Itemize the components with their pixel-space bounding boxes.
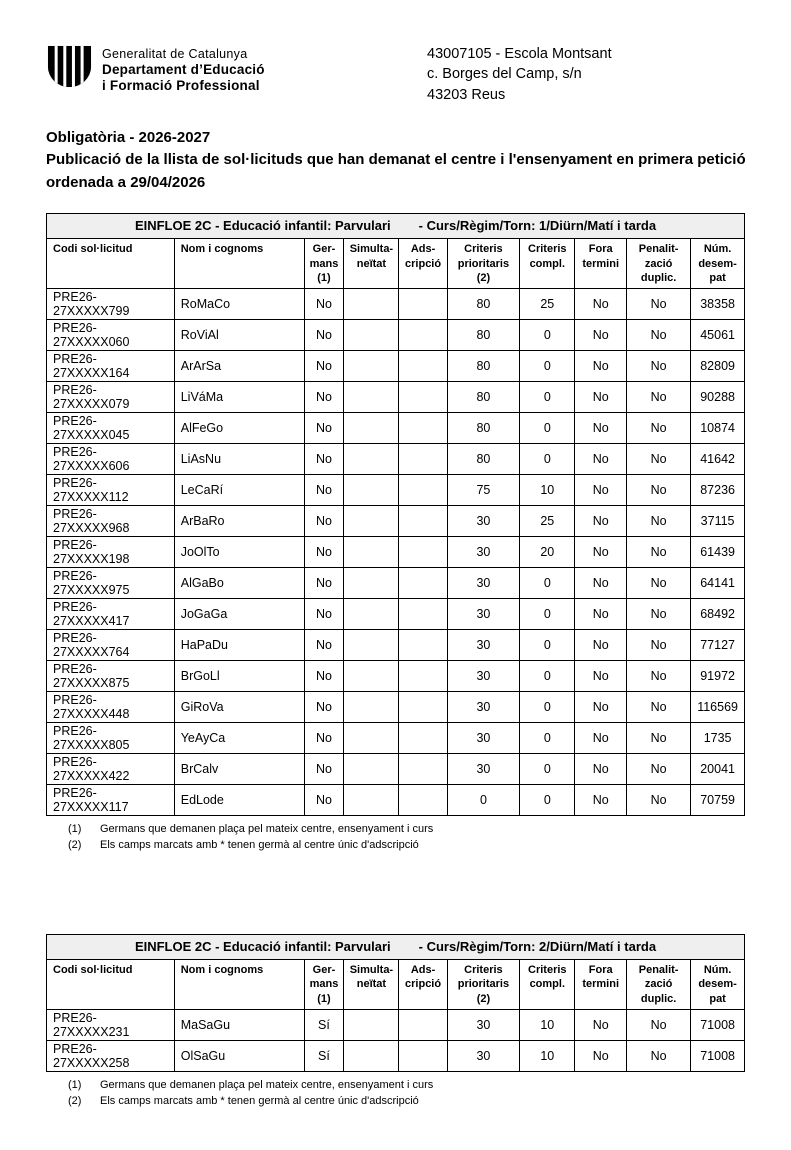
title-period: Obligatòria - 2026-2027: [46, 128, 211, 146]
cell: 68492: [691, 599, 745, 630]
cell: 30: [447, 568, 520, 599]
footnote-2: [68, 838, 745, 854]
cell: [399, 289, 447, 320]
table-row: [47, 599, 745, 630]
cell: No: [304, 537, 344, 568]
cell: No: [627, 351, 691, 382]
cell: No: [304, 413, 344, 444]
cell: No: [304, 754, 344, 785]
cell: JoGaGa: [174, 599, 304, 630]
column-header-simultaneitat: Simulta-neïtat: [344, 960, 399, 1010]
table-row: [47, 289, 745, 320]
table-row: [47, 630, 745, 661]
cell: No: [575, 289, 627, 320]
cell: BrCalv: [174, 754, 304, 785]
cell: PRE26-27XXXXX079: [47, 382, 175, 413]
cell: No: [627, 506, 691, 537]
footnote-marker: (2): [68, 839, 82, 852]
cell: [399, 413, 447, 444]
cell: 80: [447, 351, 520, 382]
column-header-num-desempat: Núm. desem-pat: [691, 239, 745, 289]
cell: [344, 723, 399, 754]
cell: No: [575, 599, 627, 630]
column-header-adscripcio: Ads-cripció: [399, 960, 447, 1010]
cell: No: [575, 475, 627, 506]
cell: No: [575, 1041, 627, 1072]
generalitat-logo-icon: [46, 44, 93, 94]
cell: PRE26-27XXXXX975: [47, 568, 175, 599]
cell: [399, 351, 447, 382]
cell: 80: [447, 289, 520, 320]
cell: LiAsNu: [174, 444, 304, 475]
cell: No: [627, 661, 691, 692]
column-header-codi: Codi sol·licitud: [47, 239, 175, 289]
column-header-codi: Codi sol·licitud: [47, 960, 175, 1010]
cell: No: [304, 599, 344, 630]
table-title-regime: - Curs/Règim/Torn: 1/Diürn/Matí i tarda: [418, 218, 657, 234]
cell: ArBaRo: [174, 506, 304, 537]
cell: 10: [520, 475, 575, 506]
footnote-text: Germans que demanen plaça pel mateix centre, ensenyament i curs: [100, 1079, 434, 1092]
cell: [344, 754, 399, 785]
title-description: Publicació de la llista de sol·licituds que han demanat el centre i l'ensenyament en primera petició ordenada a 29/04/2026: [46, 151, 746, 191]
brand-block: [46, 44, 427, 94]
cell: AlGaBo: [174, 568, 304, 599]
footnote-marker: (2): [68, 1094, 82, 1107]
cell: No: [575, 351, 627, 382]
cell: No: [304, 630, 344, 661]
cell: 37115: [691, 506, 745, 537]
footnote-1: [68, 1078, 745, 1094]
footnote-2: [68, 1094, 745, 1110]
table-row: [47, 754, 745, 785]
column-header-adscripcio: Ads-cripció: [399, 239, 447, 289]
cell: 0: [447, 785, 520, 816]
cell: 87236: [691, 475, 745, 506]
cell: LeCaRí: [174, 475, 304, 506]
cell: [344, 320, 399, 351]
table-row: [47, 413, 745, 444]
cell: No: [575, 413, 627, 444]
school-code-name: 43007105 - Escola Montsant: [427, 46, 612, 62]
cell: 82809: [691, 351, 745, 382]
cell: PRE26-27XXXXX799: [47, 289, 175, 320]
cell: [344, 630, 399, 661]
table-row: [47, 785, 745, 816]
cell: [344, 444, 399, 475]
column-header-fora-termini: Fora termini: [575, 239, 627, 289]
footnotes: [68, 822, 745, 854]
cell: PRE26-27XXXXX164: [47, 351, 175, 382]
cell: No: [627, 1041, 691, 1072]
cell: 77127: [691, 630, 745, 661]
cell: No: [627, 754, 691, 785]
cell: GiRoVa: [174, 692, 304, 723]
cell: No: [575, 630, 627, 661]
cell: 75: [447, 475, 520, 506]
cell: HaPaDu: [174, 630, 304, 661]
table-title-row: [47, 935, 745, 960]
cell: [344, 692, 399, 723]
cell: PRE26-27XXXXX060: [47, 320, 175, 351]
cell: [399, 382, 447, 413]
cell: Sí: [304, 1041, 344, 1072]
cell: No: [575, 692, 627, 723]
cell: 71008: [691, 1010, 745, 1041]
cell: 10: [520, 1010, 575, 1041]
table-title-regime: - Curs/Règim/Torn: 2/Diürn/Matí i tarda: [418, 939, 657, 955]
cell: No: [575, 723, 627, 754]
cell: No: [575, 568, 627, 599]
cell: No: [627, 413, 691, 444]
table-row: [47, 506, 745, 537]
cell: 0: [520, 630, 575, 661]
cell: 1735: [691, 723, 745, 754]
cell: [344, 1041, 399, 1072]
footnote-marker: (1): [68, 1079, 82, 1092]
cell: 30: [447, 506, 520, 537]
cell: 30: [447, 723, 520, 754]
cell: 0: [520, 661, 575, 692]
cell: 0: [520, 568, 575, 599]
cell: No: [575, 320, 627, 351]
table-title-row: [47, 214, 745, 239]
cell: [399, 754, 447, 785]
cell: [399, 506, 447, 537]
cell: 64141: [691, 568, 745, 599]
table-row: [47, 568, 745, 599]
table-section-1: [46, 213, 745, 854]
cell: PRE26-27XXXXX448: [47, 692, 175, 723]
cell: No: [304, 289, 344, 320]
cell: 0: [520, 382, 575, 413]
table-row: [47, 351, 745, 382]
cell: PRE26-27XXXXX805: [47, 723, 175, 754]
cell: No: [575, 1010, 627, 1041]
cell: ArArSa: [174, 351, 304, 382]
cell: RoViAl: [174, 320, 304, 351]
cell: No: [627, 785, 691, 816]
cell: 30: [447, 599, 520, 630]
cell: PRE26-27XXXXX045: [47, 413, 175, 444]
cell: No: [575, 506, 627, 537]
cell: No: [627, 289, 691, 320]
cell: 30: [447, 1041, 520, 1072]
cell: JoOlTo: [174, 537, 304, 568]
cell: [399, 785, 447, 816]
cell: 0: [520, 785, 575, 816]
cell: RoMaCo: [174, 289, 304, 320]
footnote-marker: (1): [68, 823, 82, 836]
cell: 0: [520, 351, 575, 382]
cell: [399, 444, 447, 475]
cell: MaSaGu: [174, 1010, 304, 1041]
cell: 0: [520, 320, 575, 351]
cell: No: [304, 723, 344, 754]
cell: 30: [447, 1010, 520, 1041]
cell: 30: [447, 661, 520, 692]
cell: LiVáMa: [174, 382, 304, 413]
table-row: [47, 444, 745, 475]
cell: 20: [520, 537, 575, 568]
cell: [399, 599, 447, 630]
brand-line-2: Departament d’Educació: [102, 62, 265, 77]
cell: PRE26-27XXXXX764: [47, 630, 175, 661]
cell: 10: [520, 1041, 575, 1072]
cell: [399, 1010, 447, 1041]
cell: PRE26-27XXXXX422: [47, 754, 175, 785]
cell: 38358: [691, 289, 745, 320]
table-row: [47, 692, 745, 723]
cell: PRE26-27XXXXX968: [47, 506, 175, 537]
table-row: [47, 320, 745, 351]
cell: 25: [520, 289, 575, 320]
cell: [344, 506, 399, 537]
footnote-text: Els camps marcats amb * tenen germà al centre únic d'adscripció: [100, 1094, 419, 1107]
cell: 0: [520, 413, 575, 444]
table-row: [47, 475, 745, 506]
cell: [344, 537, 399, 568]
cell: 0: [520, 754, 575, 785]
table-section-2: [46, 934, 745, 1110]
cell: 10874: [691, 413, 745, 444]
cell: [344, 289, 399, 320]
cell: [344, 599, 399, 630]
cell: Sí: [304, 1010, 344, 1041]
table-row: [47, 382, 745, 413]
cell: [399, 320, 447, 351]
cell: [344, 661, 399, 692]
column-header-row: [47, 960, 745, 1010]
applications-table-1: [46, 213, 745, 816]
cell: 116569: [691, 692, 745, 723]
cell: 80: [447, 382, 520, 413]
column-header-criteris-prioritaris: Criteris prioritaris (2): [447, 960, 520, 1010]
cell: YeAyCa: [174, 723, 304, 754]
cell: [399, 723, 447, 754]
cell: 61439: [691, 537, 745, 568]
cell: [344, 351, 399, 382]
table-title: [47, 935, 745, 960]
column-header-nom: Nom i cognoms: [174, 960, 304, 1010]
cell: No: [304, 351, 344, 382]
cell: 71008: [691, 1041, 745, 1072]
cell: No: [575, 785, 627, 816]
column-header-germans: Ger-mans (1): [304, 239, 344, 289]
cell: No: [304, 692, 344, 723]
cell: 0: [520, 692, 575, 723]
cell: 70759: [691, 785, 745, 816]
cell: [344, 475, 399, 506]
cell: 45061: [691, 320, 745, 351]
column-header-penalitzacio: Penalit-zació duplic.: [627, 239, 691, 289]
cell: 0: [520, 599, 575, 630]
column-header-nom: Nom i cognoms: [174, 239, 304, 289]
cell: PRE26-27XXXXX875: [47, 661, 175, 692]
cell: 20041: [691, 754, 745, 785]
cell: No: [304, 785, 344, 816]
brand-line-3: i Formació Professional: [102, 78, 260, 94]
cell: 80: [447, 413, 520, 444]
table-row: [47, 1041, 745, 1072]
cell: EdLode: [174, 785, 304, 816]
cell: [344, 1010, 399, 1041]
cell: AlFeGo: [174, 413, 304, 444]
cell: PRE26-27XXXXX198: [47, 537, 175, 568]
table-row: [47, 537, 745, 568]
cell: No: [304, 320, 344, 351]
cell: 30: [447, 754, 520, 785]
brand-line-1: Generalitat de Catalunya: [102, 47, 248, 61]
cell: No: [627, 475, 691, 506]
column-header-criteris-prioritaris: Criteris prioritaris (2): [447, 239, 520, 289]
cell: [399, 1041, 447, 1072]
document-header: [46, 44, 745, 105]
school-city: 43203 Reus: [427, 86, 506, 103]
cell: [399, 692, 447, 723]
column-header-germans: Ger-mans (1): [304, 960, 344, 1010]
cell: No: [304, 506, 344, 537]
cell: No: [575, 537, 627, 568]
column-header-simultaneitat: Simulta-neïtat: [344, 239, 399, 289]
cell: [344, 382, 399, 413]
cell: No: [304, 568, 344, 599]
footnote-text: Els camps marcats amb * tenen germà al centre únic d'adscripció: [100, 839, 419, 852]
applications-table-2: [46, 934, 745, 1072]
cell: No: [575, 444, 627, 475]
cell: 30: [447, 630, 520, 661]
cell: No: [627, 630, 691, 661]
cell: No: [575, 661, 627, 692]
cell: [399, 475, 447, 506]
cell: 91972: [691, 661, 745, 692]
cell: PRE26-27XXXXX112: [47, 475, 175, 506]
column-header-criteris-compl: Criteris compl.: [520, 239, 575, 289]
cell: No: [627, 692, 691, 723]
cell: No: [304, 382, 344, 413]
cell: OlSaGu: [174, 1041, 304, 1072]
footnote-text: Germans que demanen plaça pel mateix centre, ensenyament i curs: [100, 823, 434, 836]
cell: No: [627, 444, 691, 475]
cell: 30: [447, 692, 520, 723]
table-title-course: EINFLOE 2C - Educació infantil: Parvulari: [134, 939, 391, 955]
school-address: c. Borges del Camp, s/n: [427, 66, 582, 83]
table-row: [47, 1010, 745, 1041]
cell: No: [304, 444, 344, 475]
table-title: [47, 214, 745, 239]
column-header-fora-termini: Fora termini: [575, 960, 627, 1010]
cell: 80: [447, 444, 520, 475]
cell: [399, 661, 447, 692]
cell: 41642: [691, 444, 745, 475]
cell: No: [627, 723, 691, 754]
cell: PRE26-27XXXXX231: [47, 1010, 175, 1041]
column-header-num-desempat: Núm. desem-pat: [691, 960, 745, 1010]
cell: No: [627, 568, 691, 599]
cell: No: [304, 661, 344, 692]
cell: PRE26-27XXXXX606: [47, 444, 175, 475]
cell: 80: [447, 320, 520, 351]
column-header-row: [47, 239, 745, 289]
cell: [399, 568, 447, 599]
cell: No: [627, 320, 691, 351]
footnotes: [68, 1078, 745, 1110]
cell: No: [627, 537, 691, 568]
column-header-penalitzacio: Penalit-zació duplic.: [627, 960, 691, 1010]
cell: [344, 413, 399, 444]
table-row: [47, 723, 745, 754]
table-title-course: EINFLOE 2C - Educació infantil: Parvulari: [134, 218, 391, 234]
cell: [399, 537, 447, 568]
cell: 0: [520, 444, 575, 475]
cell: 0: [520, 723, 575, 754]
footnote-1: [68, 822, 745, 838]
cell: No: [575, 382, 627, 413]
brand-text: [102, 44, 265, 94]
cell: No: [627, 1010, 691, 1041]
cell: No: [627, 382, 691, 413]
cell: [399, 630, 447, 661]
cell: No: [575, 754, 627, 785]
document-title: [46, 127, 746, 195]
cell: PRE26-27XXXXX417: [47, 599, 175, 630]
cell: BrGoLl: [174, 661, 304, 692]
table-row: [47, 661, 745, 692]
cell: [344, 568, 399, 599]
cell: 90288: [691, 382, 745, 413]
column-header-criteris-compl: Criteris compl.: [520, 960, 575, 1010]
school-info: [427, 44, 745, 105]
cell: PRE26-27XXXXX258: [47, 1041, 175, 1072]
cell: 25: [520, 506, 575, 537]
cell: No: [304, 475, 344, 506]
cell: [344, 785, 399, 816]
cell: 30: [447, 537, 520, 568]
cell: No: [627, 599, 691, 630]
cell: PRE26-27XXXXX117: [47, 785, 175, 816]
